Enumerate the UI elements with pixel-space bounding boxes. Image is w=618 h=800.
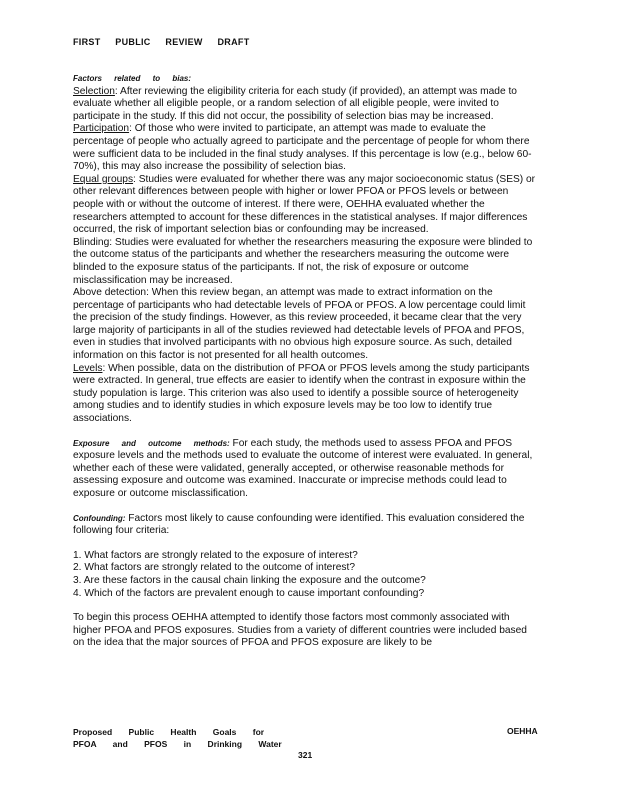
selection-paragraph: [73, 86, 539, 124]
footer-line-2: PFOA and PFOS in Drinking Water: [73, 739, 282, 749]
criteria-item: 3. Are these factors in the causal chain linking the exposure and the outcome?: [73, 574, 426, 586]
blinding-paragraph: Blinding: Studies were evaluated for whether the researchers measuring the exposure were blinded to the outcome status of the participants and whether the researchers measuring the outcome were blinded to the exposure status of the participants. If not, the risk of exposure or outcome misclassification may be increased.: [73, 236, 533, 286]
above-detection-paragraph: Above detection: When this review began, an attempt was made to extract information on the percentage of participants who had detectable levels of PFOA or PFOS. A low percentage could limit the precision of the study findings. However, as this review proceeded, it became clear that the very large majority of participants in all of the studies reviewed had detectable levels of PFOA and PFOS, even in studies that involved participants with no obvious high exposure source. As such, detailed information on this factor is not presented for all health outcomes.: [73, 287, 526, 362]
footer-agency: OEHHA: [507, 726, 538, 736]
draft-header: FIRST PUBLIC REVIEW DRAFT: [73, 37, 250, 47]
criteria-item: 2. What factors are strongly related to the outcome of interest?: [73, 562, 355, 574]
criteria-item: 4. Which of the factors are prevalent enough to cause important confounding?: [73, 587, 425, 599]
equal-groups-text: : Studies were evaluated for whether there was any major socioeconomic status (SES) or other relevant differences between people with higher or lower PFOA or PFOS levels or between people with or without the outcome of interest. If there were, OEHHA evaluated whether the researchers attempted to account for these differences in the statistical analyses. If major differences occurred, the risk of important selection bias or confounding may be increased.: [73, 173, 536, 236]
footer-line-1: Proposed Public Health Goals for: [73, 727, 265, 737]
selection-term: Selection: [73, 85, 115, 97]
footer-title: [73, 726, 282, 750]
equal-groups-paragraph: [73, 174, 539, 237]
confounding-text: Factors most likely to cause confounding were identified. This evaluation considered the following four criteria:: [73, 512, 525, 537]
levels-text: : When possible, data on the distribution of PFOA or PFOS levels among the study participants were extracted. In general, true effects are easier to identify when the contrast in exposure within the study population is large. This criterion was also used to identify a possible source of heterogeneity among studies and to identify studies in which exposure levels may be too low to identify true associations.: [73, 362, 530, 425]
document-body: [73, 73, 539, 650]
levels-paragraph: [73, 363, 539, 426]
participation-term: Participation: [73, 123, 130, 135]
exposure-methods-text: For each study, the methods used to assess PFOA and PFOS exposure levels and the methods used to evaluate the outcome of interest were evaluated. In general, whether each of these were validated, generally accepted, or otherwise reasonable methods for assessing exposure and outcome was examined. Inaccurate or imprecise methods could lead to exposure or outcome misclassification.: [73, 437, 533, 499]
closing-paragraph: To begin this process OEHHA attempted to identify those factors most commonly associated with higher PFOA and PFOS exposures. Studies from a variety of different countries were included based on the idea that the major sources of PFOA and PFOS exposure are likely to be: [73, 612, 527, 649]
confounding-criteria-list: [73, 550, 539, 600]
participation-text: : Of those who were invited to participate, an attempt was made to evaluate the percentage of people who actually agreed to participate and the percentage of people for whom there were sufficient data to be included in the final study analyses. If this percentage is low (e.g., below 60-70%), this may also increase the possibility of selection bias.: [73, 123, 532, 173]
selection-text: : After reviewing the eligibility criteria for each study (if provided), an attempt was made to evaluate whether all eligible people, or a random selection of all eligible people, were invited to participate in the study. If this did not occur, the possibility of selection bias may be increased.: [73, 85, 517, 122]
page-number: 321: [298, 750, 313, 760]
exposure-methods-label: Exposure and outcome methods:: [73, 438, 230, 448]
equal-groups-term: Equal groups: [73, 173, 134, 185]
confounding-paragraph: [73, 513, 539, 538]
levels-term: Levels: [73, 362, 103, 374]
confounding-label: Confounding:: [73, 513, 126, 523]
exposure-methods-paragraph: [73, 438, 539, 501]
factors-label: Factors related to bias:: [73, 74, 192, 83]
criteria-item: 1. What factors are strongly related to the exposure of interest?: [73, 549, 358, 561]
participation-paragraph: [73, 123, 539, 173]
